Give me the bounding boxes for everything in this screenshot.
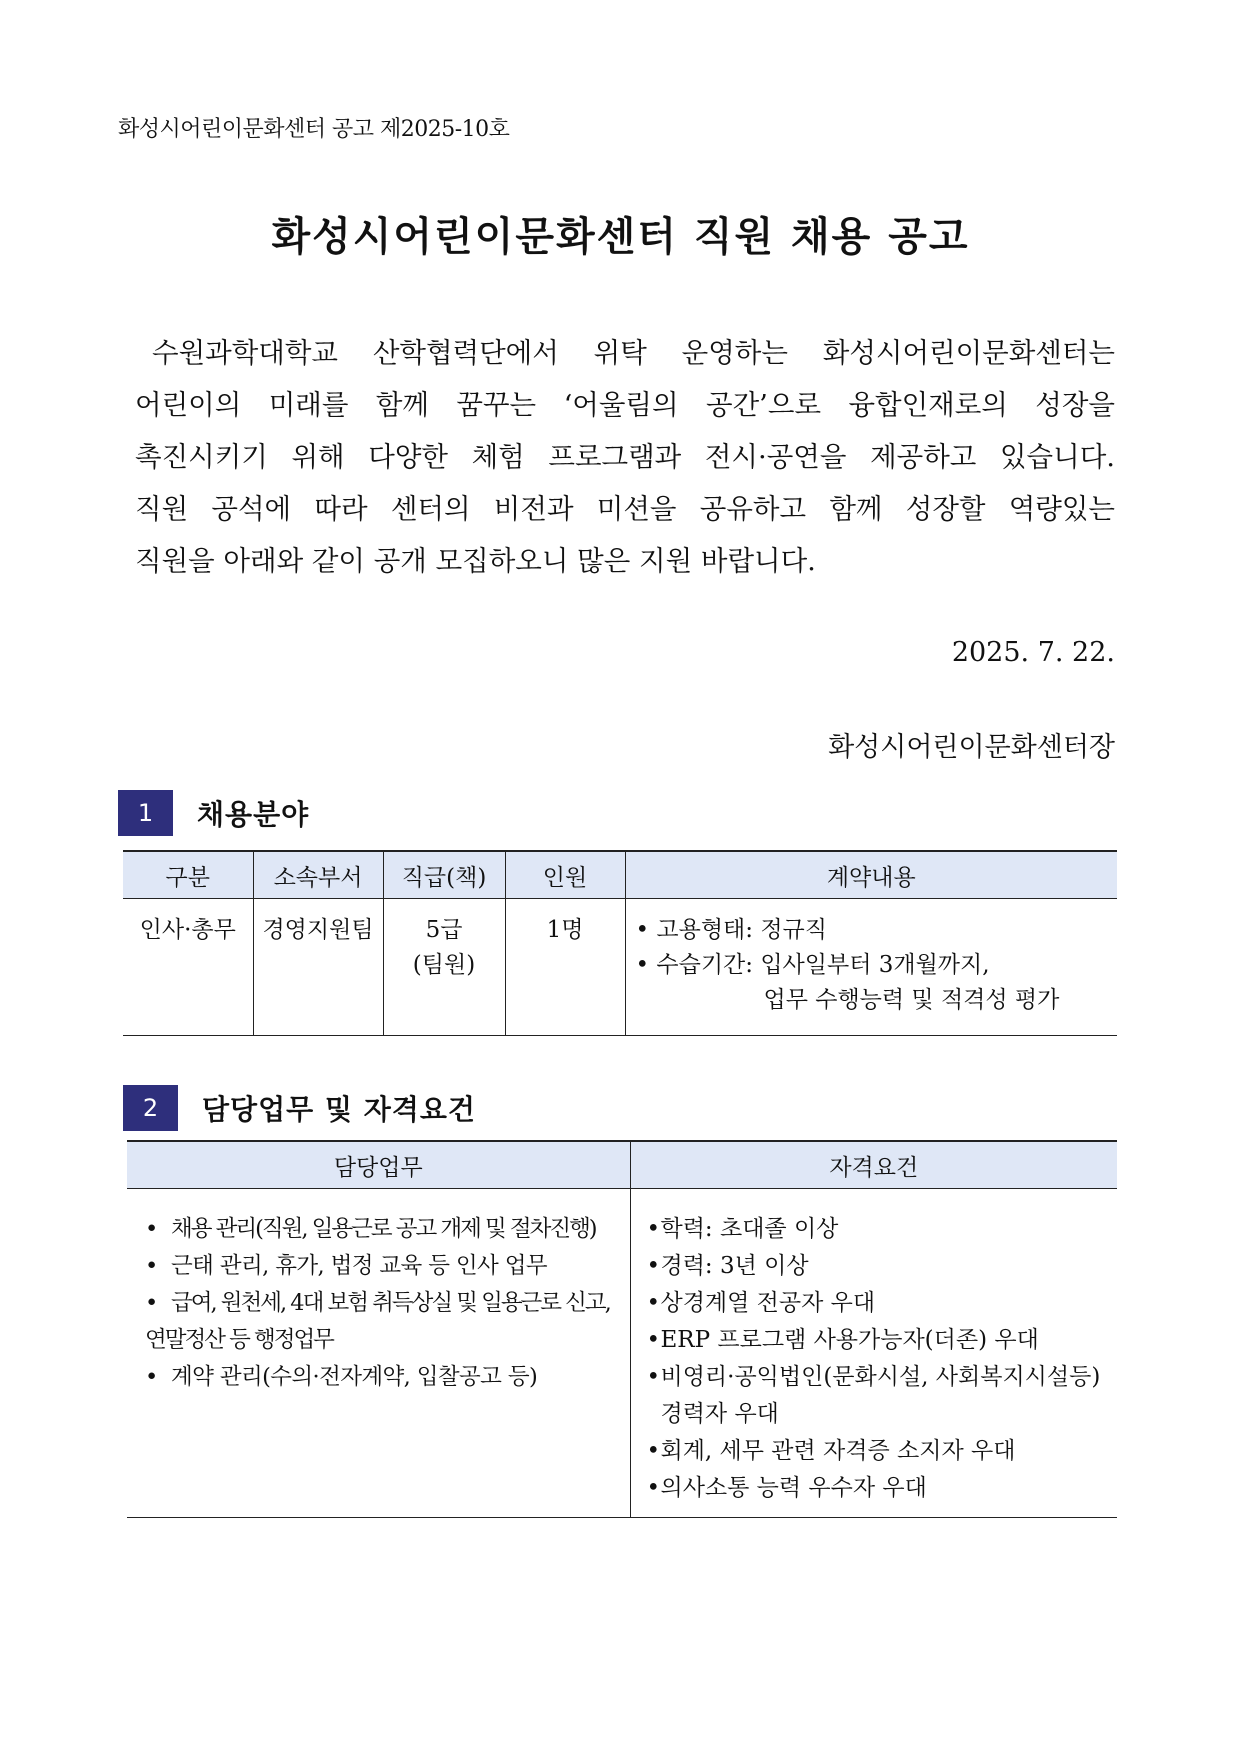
qualifications-list [631, 1211, 1118, 1507]
column-header: 인원 [505, 851, 625, 899]
intro-line: 직원을 아래와 같이 공개 모집하오니 많은 지원 바랍니다. [135, 545, 816, 577]
list-item: • 상경계열 전공자 우대 [647, 1285, 1118, 1322]
list-item: • 채용 관리(직원, 일용근로 공고 개제 및 절차진행) [145, 1211, 630, 1248]
table-header-row [123, 851, 1117, 899]
grade-text: 5급 [425, 917, 463, 943]
section-number-badge: 2 [123, 1085, 178, 1131]
intro-line: 수원과학대학교 산학협력단에서 위탁 운영하는 화성시어린이문화센터는 [152, 337, 1115, 369]
list-item: • 학력: 초대졸 이상 [647, 1211, 1118, 1248]
grade-role-text: (팀원) [412, 952, 476, 978]
recruitment-table [123, 850, 1117, 1036]
grade-cell [383, 899, 505, 1036]
duties-list [127, 1211, 630, 1396]
notice-date: 2025. 7. 22. [951, 637, 1115, 668]
column-header: 자격요건 [630, 1141, 1117, 1189]
list-item: • 비영리·공익법인(문화시설, 사회복지시설등) 경력자 우대 [647, 1359, 1118, 1433]
contract-item-continuation: 업무 수행능력 및 적격성 평가 [763, 987, 1060, 1013]
list-item: • 급여, 원천세, 4대 보험 취득상실 및 일용근로 신고, 연말정산 등 행정업무 [145, 1285, 630, 1359]
duties-cell [127, 1189, 630, 1518]
column-header: 담당업무 [127, 1141, 630, 1189]
table-header-row [127, 1141, 1117, 1189]
list-item: • 의사소통 능력 우수자 우대 [647, 1470, 1118, 1507]
department-cell: 경영지원팀 [253, 899, 383, 1036]
intro-line: 촉진시키기 위해 다양한 체험 프로그램과 전시·공연을 제공하고 있습니다. [135, 441, 1115, 473]
contract-cell [625, 899, 1117, 1036]
page-title: 화성시어린이문화센터 직원 채용 공고 [271, 214, 970, 260]
section-title: 채용분야 [197, 798, 310, 831]
list-item: • 회계, 세무 관련 자격증 소지자 우대 [647, 1433, 1118, 1470]
contract-item: • 수습기간: 입사일부터 3개월까지, [635, 952, 990, 978]
signer: 화성시어린이문화센터장 [828, 732, 1115, 763]
column-header: 직급(책) [383, 851, 505, 899]
list-item: • 계약 관리(수의·전자계약, 입찰공고 등) [145, 1359, 630, 1396]
section-number-badge: 1 [118, 790, 173, 836]
duties-qualifications-table [127, 1140, 1117, 1518]
list-item: • 근태 관리, 휴가, 법정 교육 등 인사 업무 [145, 1248, 630, 1285]
contract-item: • 고용형태: 정규직 [635, 917, 827, 943]
table-row [123, 899, 1117, 1036]
list-item: • ERP 프로그램 사용가능자(더존) 우대 [647, 1322, 1118, 1359]
category-cell: 인사·총무 [139, 917, 236, 943]
column-header: 소속부서 [253, 851, 383, 899]
notice-number: 화성시어린이문화센터 공고 제2025-10호 [118, 117, 510, 142]
list-item-continuation: 경력자 우대 [660, 1401, 779, 1427]
intro-line: 어린이의 미래를 함께 꿈꾸는 ‘어울림의 공간’으로 융합인재로의 성장을 [135, 389, 1115, 421]
section-title: 담당업무 및 자격요건 [202, 1093, 476, 1126]
section-1-header [118, 790, 309, 836]
qualifications-cell [630, 1189, 1117, 1518]
list-item: • 경력: 3년 이상 [647, 1248, 1118, 1285]
list-item-continuation: 연말정산 등 행정업무 [145, 1327, 333, 1353]
intro-paragraph [135, 327, 1115, 587]
intro-line: 직원 공석에 따라 센터의 비전과 미션을 공유하고 함께 성장할 역량있는 [135, 493, 1115, 525]
column-header: 구분 [123, 851, 253, 899]
headcount-cell: 1명 [505, 899, 625, 1036]
section-2-header [123, 1085, 476, 1131]
column-header: 계약내용 [625, 851, 1117, 899]
table-row [127, 1189, 1117, 1518]
